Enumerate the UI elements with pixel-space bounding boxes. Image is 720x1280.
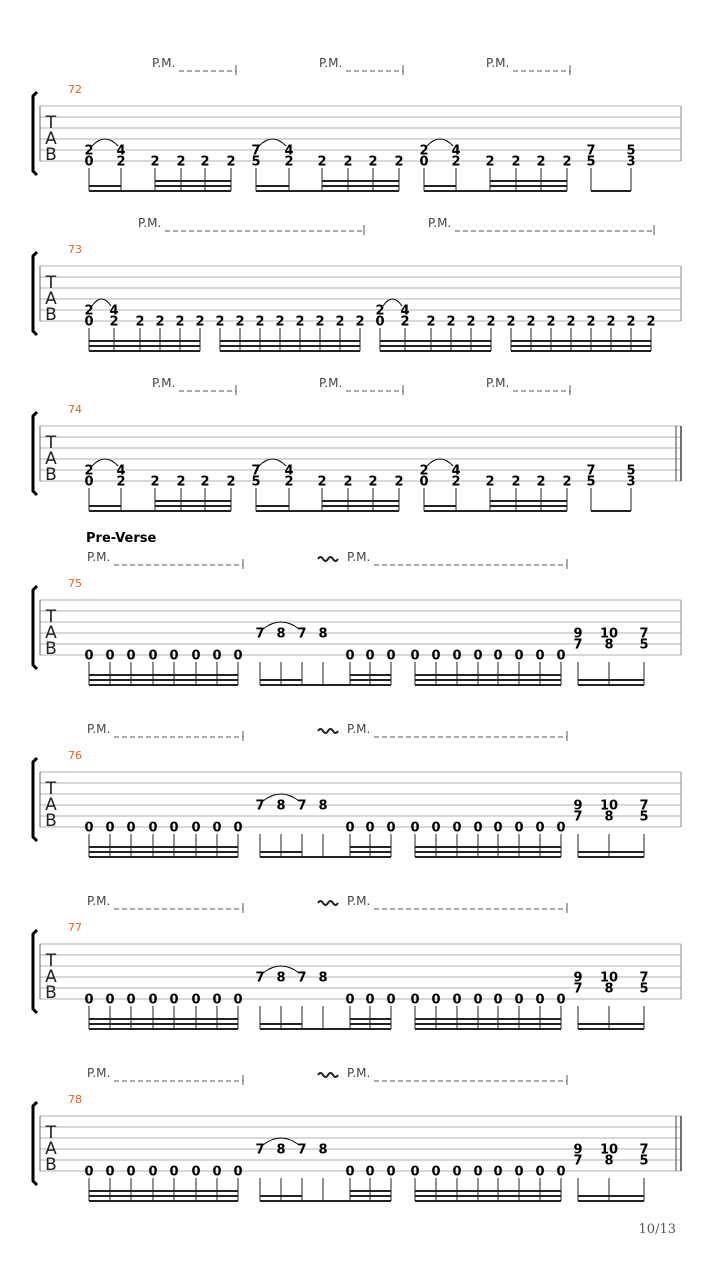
fret-number: 2	[394, 154, 404, 170]
tab-clef-t: T	[45, 607, 57, 627]
fret-number: 0	[345, 992, 355, 1008]
fret-number: 2	[394, 474, 404, 490]
fret-number: 5	[626, 143, 636, 159]
fret-number: 2	[317, 474, 327, 490]
fret-number: 0	[493, 992, 503, 1008]
fret-number: 0	[514, 992, 524, 1008]
fret-number: 2	[486, 314, 496, 330]
fret-number: 0	[105, 820, 115, 836]
palm-mute-label: P.M.	[87, 894, 111, 908]
fret-number: 0	[431, 648, 441, 664]
fret-number: 2	[84, 143, 94, 159]
fret-number: 2	[109, 314, 119, 330]
fret-number: 0	[535, 1164, 545, 1180]
fret-number: 2	[295, 314, 305, 330]
fret-number: 7	[586, 143, 596, 159]
tab-clef-b: B	[45, 639, 57, 659]
system-bracket	[33, 758, 37, 841]
measure-number: 75	[68, 577, 82, 590]
page-number: 10/13	[638, 1222, 676, 1237]
fret-number: 8	[276, 970, 286, 986]
fret-number: 0	[84, 648, 94, 664]
palm-mute-label: P.M.	[87, 1066, 111, 1080]
fret-number: 4	[116, 463, 126, 479]
slur-arc	[92, 459, 118, 466]
fret-number: 2	[375, 303, 385, 319]
fret-number: 0	[191, 648, 201, 664]
tab-clef-b: B	[45, 305, 57, 325]
fret-number: 0	[84, 474, 94, 490]
palm-mute-label: P.M.	[486, 376, 510, 390]
fret-number: 0	[105, 992, 115, 1008]
fret-number: 2	[451, 154, 461, 170]
fret-number: 2	[419, 463, 429, 479]
fret-number: 0	[535, 648, 545, 664]
fret-number: 2	[566, 314, 576, 330]
fret-number: 0	[84, 992, 94, 1008]
fret-number: 7	[639, 798, 649, 814]
fret-number: 0	[126, 1164, 136, 1180]
system-bracket	[33, 586, 37, 669]
fret-number: 0	[556, 820, 566, 836]
fret-number: 4	[451, 463, 461, 479]
palm-mute-label: P.M.	[428, 216, 452, 230]
palm-mute-label: P.M.	[87, 722, 111, 736]
fret-number: 4	[400, 303, 410, 319]
tab-clef-a: A	[45, 795, 57, 815]
fret-number: 0	[419, 474, 429, 490]
fret-number: 7	[573, 637, 583, 653]
fret-number: 0	[431, 820, 441, 836]
fret-number: 2	[466, 314, 476, 330]
fret-number: 9	[573, 798, 583, 814]
fret-number: 0	[212, 992, 222, 1008]
fret-number: 0	[419, 154, 429, 170]
fret-number: 0	[84, 1164, 94, 1180]
fret-number: 2	[451, 474, 461, 490]
fret-number: 7	[297, 970, 307, 986]
fret-number: 2	[562, 154, 572, 170]
fret-number: 0	[169, 1164, 179, 1180]
fret-number: 2	[150, 154, 160, 170]
palm-mute-label: P.M.	[319, 376, 343, 390]
fret-number: 0	[212, 820, 222, 836]
fret-number: 0	[556, 648, 566, 664]
fret-number: 2	[116, 154, 126, 170]
fret-number: 0	[386, 992, 396, 1008]
fret-number: 0	[410, 992, 420, 1008]
fret-number: 7	[255, 1142, 265, 1158]
measure-number: 74	[68, 403, 82, 416]
fret-number: 3	[626, 474, 636, 490]
palm-mute-label: P.M.	[347, 894, 371, 908]
fret-number: 2	[355, 314, 365, 330]
fret-number: 2	[195, 314, 205, 330]
fret-number: 2	[176, 154, 186, 170]
fret-number: 2	[226, 474, 236, 490]
fret-number: 7	[251, 463, 261, 479]
fret-number: 9	[573, 970, 583, 986]
fret-number: 0	[493, 1164, 503, 1180]
fret-number: 7	[639, 970, 649, 986]
fret-number: 0	[514, 1164, 524, 1180]
tab-system	[33, 216, 681, 351]
fret-number: 0	[84, 314, 94, 330]
tab-clef-t: T	[45, 1123, 57, 1143]
fret-number: 4	[451, 143, 461, 159]
fret-number: 0	[233, 820, 243, 836]
fret-number: 0	[212, 1164, 222, 1180]
slur-arc	[427, 139, 453, 146]
system-bracket	[33, 252, 37, 335]
tab-system	[33, 722, 681, 857]
fret-number: 0	[431, 992, 441, 1008]
fret-number: 2	[255, 314, 265, 330]
fret-number: 2	[446, 314, 456, 330]
fret-number: 0	[365, 820, 375, 836]
fret-number: 2	[200, 154, 210, 170]
fret-number: 2	[646, 314, 656, 330]
fret-number: 0	[410, 820, 420, 836]
fret-number: 0	[556, 1164, 566, 1180]
fret-number: 5	[586, 154, 596, 170]
fret-number: 4	[116, 143, 126, 159]
tab-clef-t: T	[45, 779, 57, 799]
fret-number: 10	[599, 626, 619, 642]
fret-number: 2	[511, 474, 521, 490]
tab-clef-a: A	[45, 289, 57, 309]
fret-number: 7	[255, 798, 265, 814]
fret-number: 0	[473, 992, 483, 1008]
fret-number: 2	[562, 474, 572, 490]
fret-number: 8	[318, 970, 328, 986]
vibrato-icon	[318, 557, 338, 561]
tab-clef-b: B	[45, 983, 57, 1003]
fret-number: 0	[473, 820, 483, 836]
vibrato-icon	[318, 901, 338, 905]
fret-number: 0	[365, 992, 375, 1008]
palm-mute-label: P.M.	[319, 56, 343, 70]
fret-number: 8	[276, 798, 286, 814]
fret-number: 2	[343, 154, 353, 170]
fret-number: 2	[536, 474, 546, 490]
tab-system	[33, 531, 681, 685]
fret-number: 9	[573, 626, 583, 642]
fret-number: 2	[368, 474, 378, 490]
fret-number: 0	[535, 992, 545, 1008]
measure-number: 77	[68, 921, 82, 934]
fret-number: 2	[426, 314, 436, 330]
fret-number: 2	[84, 303, 94, 319]
fret-number: 2	[284, 474, 294, 490]
fret-number: 7	[573, 1153, 583, 1169]
fret-number: 10	[599, 798, 619, 814]
fret-number: 5	[639, 637, 649, 653]
fret-number: 0	[84, 820, 94, 836]
slur-arc	[92, 139, 118, 146]
fret-number: 2	[84, 463, 94, 479]
fret-number: 0	[452, 648, 462, 664]
fret-number: 0	[345, 820, 355, 836]
fret-number: 8	[276, 1142, 286, 1158]
fret-number: 7	[297, 1142, 307, 1158]
fret-number: 5	[251, 474, 261, 490]
system-bracket	[33, 412, 37, 495]
fret-number: 0	[233, 648, 243, 664]
fret-number: 2	[400, 314, 410, 330]
fret-number: 8	[604, 1153, 614, 1169]
fret-number: 0	[148, 648, 158, 664]
tab-clef-b: B	[45, 811, 57, 831]
fret-number: 0	[126, 648, 136, 664]
fret-number: 2	[200, 474, 210, 490]
measure-number: 72	[68, 83, 82, 96]
fret-number: 2	[284, 154, 294, 170]
fret-number: 2	[511, 154, 521, 170]
fret-number: 2	[419, 143, 429, 159]
fret-number: 7	[297, 798, 307, 814]
fret-number: 7	[573, 981, 583, 997]
fret-number: 7	[573, 809, 583, 825]
fret-number: 8	[318, 626, 328, 642]
palm-mute-label: P.M.	[347, 550, 371, 564]
measure-number: 78	[68, 1093, 82, 1106]
fret-number: 0	[126, 820, 136, 836]
fret-number: 2	[135, 314, 145, 330]
slur-arc	[259, 139, 286, 146]
tab-clef-a: A	[45, 967, 57, 987]
vibrato-icon	[318, 1073, 338, 1077]
fret-number: 7	[251, 143, 261, 159]
fret-number: 2	[315, 314, 325, 330]
fret-number: 2	[526, 314, 536, 330]
fret-number: 5	[251, 154, 261, 170]
fret-number: 2	[536, 154, 546, 170]
fret-number: 7	[639, 1142, 649, 1158]
fret-number: 0	[556, 992, 566, 1008]
slur-arc	[427, 459, 453, 466]
fret-number: 8	[318, 1142, 328, 1158]
fret-number: 2	[155, 314, 165, 330]
section-title: Pre-Verse	[86, 531, 157, 546]
palm-mute-label: P.M.	[87, 550, 111, 564]
fret-number: 5	[626, 463, 636, 479]
fret-number: 4	[284, 143, 294, 159]
fret-number: 10	[599, 970, 619, 986]
fret-number: 8	[276, 626, 286, 642]
fret-number: 0	[365, 1164, 375, 1180]
palm-mute-label: P.M.	[152, 376, 176, 390]
fret-number: 0	[514, 648, 524, 664]
vibrato-icon	[318, 729, 338, 733]
fret-number: 0	[212, 648, 222, 664]
palm-mute-label: P.M.	[347, 722, 371, 736]
fret-number: 0	[148, 1164, 158, 1180]
palm-mute-label: P.M.	[347, 1066, 371, 1080]
fret-number: 0	[169, 992, 179, 1008]
fret-number: 9	[573, 1142, 583, 1158]
tab-clef-a: A	[45, 129, 57, 149]
tab-system	[33, 1066, 681, 1201]
fret-number: 2	[335, 314, 345, 330]
system-bracket	[33, 92, 37, 175]
tab-clef-a: A	[45, 449, 57, 469]
fret-number: 0	[345, 648, 355, 664]
fret-number: 0	[105, 1164, 115, 1180]
measure-number: 73	[68, 243, 82, 256]
fret-number: 5	[639, 809, 649, 825]
fret-number: 4	[109, 303, 119, 319]
fret-number: 0	[191, 820, 201, 836]
palm-mute-label: P.M.	[152, 56, 176, 70]
fret-number: 0	[386, 1164, 396, 1180]
fret-number: 2	[586, 314, 596, 330]
fret-number: 2	[485, 474, 495, 490]
fret-number: 0	[233, 992, 243, 1008]
fret-number: 2	[485, 154, 495, 170]
fret-number: 2	[506, 314, 516, 330]
fret-number: 0	[493, 820, 503, 836]
fret-number: 0	[84, 154, 94, 170]
fret-number: 0	[345, 1164, 355, 1180]
fret-number: 0	[169, 820, 179, 836]
fret-number: 0	[105, 648, 115, 664]
tab-system	[33, 376, 681, 511]
fret-number: 0	[191, 1164, 201, 1180]
fret-number: 2	[235, 314, 245, 330]
fret-number: 8	[604, 809, 614, 825]
fret-number: 2	[150, 474, 160, 490]
fret-number: 5	[639, 981, 649, 997]
fret-number: 0	[514, 820, 524, 836]
fret-number: 7	[297, 626, 307, 642]
fret-number: 0	[375, 314, 385, 330]
fret-number: 0	[431, 1164, 441, 1180]
system-bracket	[33, 930, 37, 1013]
fret-number: 2	[343, 474, 353, 490]
fret-number: 3	[626, 154, 636, 170]
fret-number: 2	[626, 314, 636, 330]
fret-number: 0	[452, 1164, 462, 1180]
system-bracket	[33, 1102, 37, 1185]
fret-number: 8	[318, 798, 328, 814]
fret-number: 0	[148, 992, 158, 1008]
fret-number: 0	[410, 1164, 420, 1180]
tab-clef-a: A	[45, 623, 57, 643]
fret-number: 0	[473, 1164, 483, 1180]
tab-clef-t: T	[45, 273, 57, 293]
fret-number: 7	[586, 463, 596, 479]
tab-system	[33, 894, 681, 1029]
fret-number: 5	[639, 1153, 649, 1169]
fret-number: 0	[148, 820, 158, 836]
tab-clef-t: T	[45, 113, 57, 133]
tab-clef-a: A	[45, 1139, 57, 1159]
fret-number: 2	[275, 314, 285, 330]
fret-number: 2	[116, 474, 126, 490]
palm-mute-label: P.M.	[486, 56, 510, 70]
palm-mute-label: P.M.	[138, 216, 162, 230]
tab-clef-b: B	[45, 1155, 57, 1175]
fret-number: 2	[226, 154, 236, 170]
fret-number: 0	[126, 992, 136, 1008]
fret-number: 0	[535, 820, 545, 836]
fret-number: 8	[604, 981, 614, 997]
tab-clef-t: T	[45, 951, 57, 971]
slur-arc	[259, 459, 286, 466]
measure-number: 76	[68, 749, 82, 762]
tab-clef-b: B	[45, 145, 57, 165]
fret-number: 0	[386, 820, 396, 836]
slur-arc	[92, 299, 111, 306]
fret-number: 0	[452, 992, 462, 1008]
fret-number: 2	[176, 474, 186, 490]
fret-number: 0	[493, 648, 503, 664]
fret-number: 4	[284, 463, 294, 479]
fret-number: 0	[386, 648, 396, 664]
fret-number: 10	[599, 1142, 619, 1158]
fret-number: 0	[410, 648, 420, 664]
fret-number: 7	[255, 970, 265, 986]
tab-clef-b: B	[45, 465, 57, 485]
fret-number: 2	[606, 314, 616, 330]
fret-number: 0	[191, 992, 201, 1008]
fret-number: 2	[546, 314, 556, 330]
fret-number: 0	[452, 820, 462, 836]
fret-number: 0	[365, 648, 375, 664]
fret-number: 2	[215, 314, 225, 330]
tab-clef-t: T	[45, 433, 57, 453]
fret-number: 0	[473, 648, 483, 664]
fret-number: 0	[233, 1164, 243, 1180]
fret-number: 0	[169, 648, 179, 664]
fret-number: 2	[368, 154, 378, 170]
fret-number: 7	[255, 626, 265, 642]
fret-number: 2	[317, 154, 327, 170]
fret-number: 5	[586, 474, 596, 490]
fret-number: 8	[604, 637, 614, 653]
fret-number: 2	[175, 314, 185, 330]
tab-system	[33, 56, 681, 191]
slur-arc	[383, 299, 402, 306]
fret-number: 7	[639, 626, 649, 642]
